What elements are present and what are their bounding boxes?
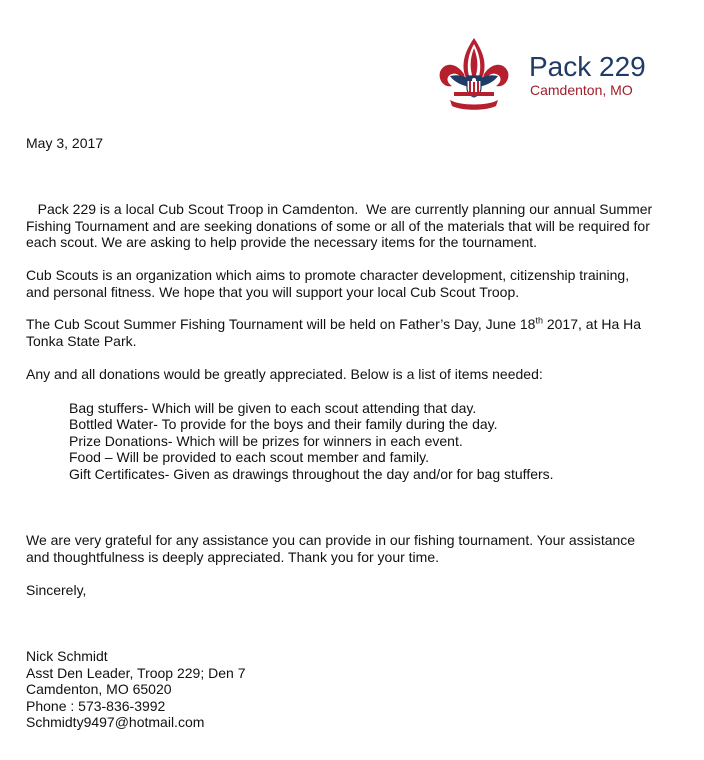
closing-line-1: We are very grateful for any assistance you can provide in our fishing tournament. Your assistance <box>26 532 636 548</box>
list-item: Gift Certificates- Given as drawings throughout the day and/or for bag stuffers. <box>69 465 554 482</box>
mission-line-2: and personal fitness. We hope that you will support your local Cub Scout Troop. <box>26 283 520 300</box>
pack-city: Camdenton, MO <box>530 82 633 98</box>
event-text-before: The Cub Scout Summer Fishing Tournament will be held on Father’s Day, June 18 <box>26 316 536 332</box>
donations-intro: Any and all donations would be greatly appreciated. Below is a list of items needed: <box>26 366 543 382</box>
event-line-1 <box>26 316 641 333</box>
signer-city: Camdenton, MO 65020 <box>26 681 172 697</box>
closing-line-2: and thoughtfulness is deeply appreciated. Thank you for your time. <box>26 548 439 565</box>
intro-line-2: Fishing Tournament and are seeking donations of some or all of the materials that will be required for <box>26 217 650 234</box>
signer-name: Nick Schmidt <box>26 648 108 664</box>
signer-email: Schmidty9497@hotmail.com <box>26 714 205 730</box>
intro-line-1: Pack 229 is a local Cub Scout Troop in Camdenton. We are currently planning our annual Summer <box>26 201 653 217</box>
event-text-after: 2017, at Ha Ha <box>542 316 642 332</box>
list-item: Bag stuffers- Which will be given to each scout attending that day. <box>69 399 477 416</box>
intro-line-3: each scout. We are asking to help provide the necessary items for the tournament. <box>26 234 538 250</box>
mission-line-1: Cub Scouts is an organization which aims to promote character development, citizenship training, <box>26 267 630 283</box>
list-item: Bottled Water- To provide for the boys and their family during the day. <box>69 416 498 432</box>
letter-date: May 3, 2017 <box>26 135 104 151</box>
event-date-suffix: th <box>535 315 543 326</box>
pack-title: Pack 229 <box>529 51 646 82</box>
fleur-de-lis-eagle-icon <box>436 36 512 112</box>
signer-phone: Phone : 573-836-3992 <box>26 697 166 714</box>
list-item: Food – Will be provided to each scout member and family. <box>69 449 430 465</box>
list-item: Prize Donations- Which will be prizes for winners in each event. <box>69 432 463 449</box>
event-line-2: Tonka State Park. <box>26 332 137 349</box>
signer-role: Asst Den Leader, Troop 229; Den 7 <box>26 664 246 681</box>
sign-off: Sincerely, <box>26 582 87 598</box>
